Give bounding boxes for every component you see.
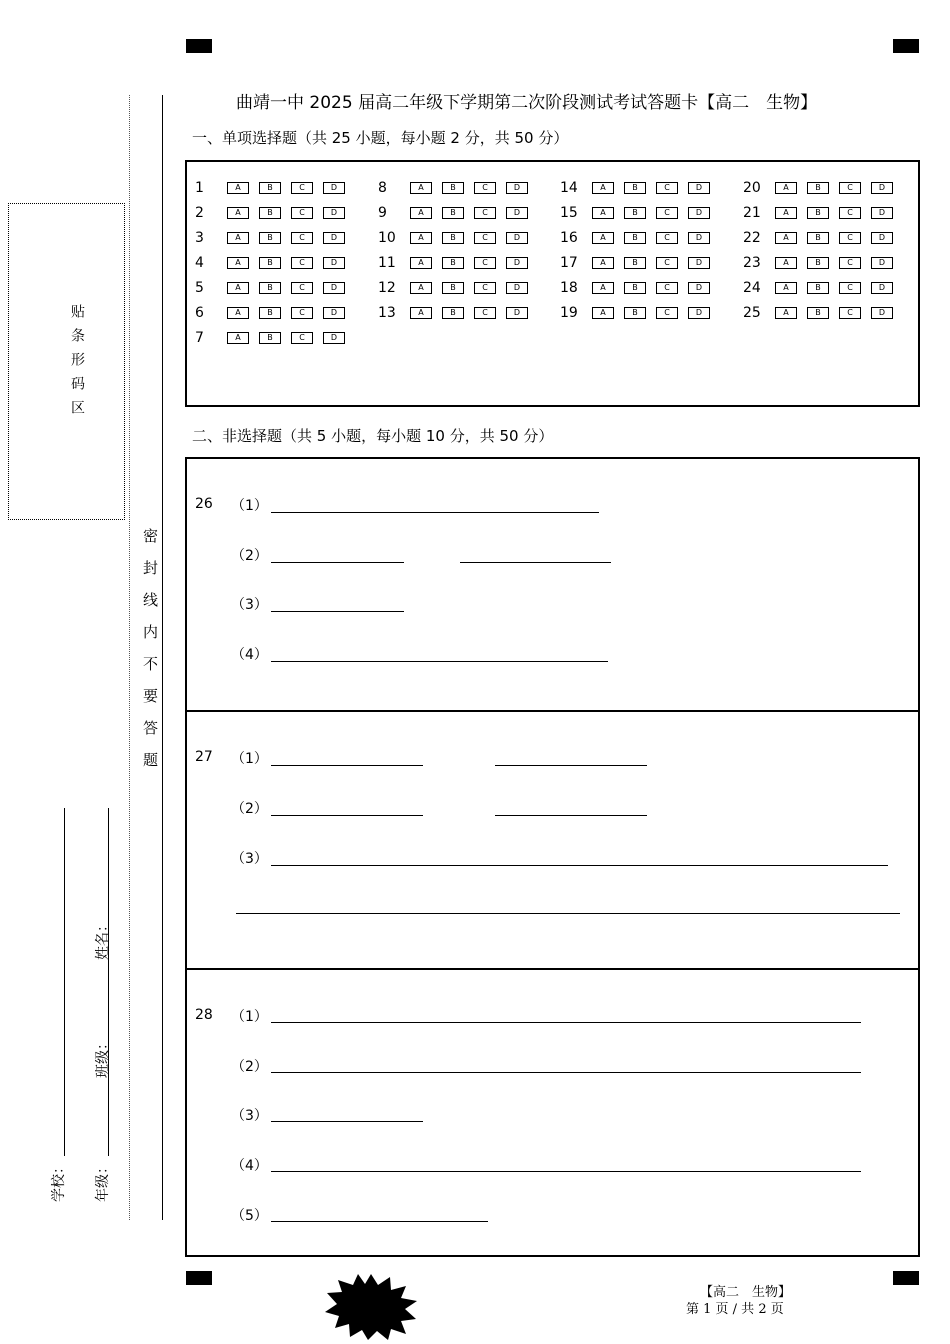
q26-sub4-blank[interactable] — [271, 661, 608, 662]
footer-subject: 【高二 生物】 — [700, 1285, 792, 1300]
option-b-bubble[interactable]: B — [624, 307, 646, 319]
option-d-bubble[interactable]: D — [506, 282, 528, 294]
option-a-bubble[interactable]: A — [227, 207, 249, 219]
option-c-bubble[interactable]: C — [474, 232, 496, 244]
q28-box — [185, 968, 920, 1257]
q27-sub2-label: （2） — [231, 801, 268, 817]
question-10 — [378, 230, 538, 246]
option-a-bubble[interactable]: A — [410, 232, 432, 244]
question-number: 12 — [378, 280, 396, 296]
question-4 — [195, 255, 355, 271]
option-a-bubble[interactable]: A — [227, 182, 249, 194]
binding-line — [162, 95, 163, 1220]
question-22 — [743, 230, 903, 246]
option-d-bubble[interactable]: D — [688, 182, 710, 194]
question-15 — [560, 205, 720, 221]
option-a-bubble[interactable]: A — [592, 307, 614, 319]
option-a-bubble[interactable]: A — [592, 182, 614, 194]
option-c-bubble[interactable]: C — [291, 232, 313, 244]
q28-number: 28 — [195, 1007, 213, 1023]
q26-sub2-label: （2） — [231, 548, 268, 564]
option-c-bubble[interactable]: C — [291, 257, 313, 269]
registration-mark-top-right — [893, 39, 919, 53]
option-a-bubble[interactable]: A — [592, 207, 614, 219]
option-b-bubble[interactable]: B — [442, 307, 464, 319]
question-18 — [560, 280, 720, 296]
option-c-bubble[interactable]: C — [656, 207, 678, 219]
question-number: 16 — [560, 230, 578, 246]
q26-number: 26 — [195, 496, 213, 512]
question-7 — [195, 330, 355, 346]
section2-heading: 二、非选择题（共 5 小题，每小题 10 分，共 50 分） — [192, 427, 554, 445]
section1-heading: 一、单项选择题（共 25 小题，每小题 2 分，共 50 分） — [192, 129, 569, 147]
option-d-bubble[interactable]: D — [506, 257, 528, 269]
q27-sub1-label: （1） — [231, 751, 268, 767]
option-d-bubble[interactable]: D — [688, 307, 710, 319]
q26-sub3-label: （3） — [231, 597, 268, 613]
q28-sub4-blank[interactable] — [271, 1171, 861, 1172]
multiple-choice-box — [185, 160, 920, 407]
option-b-bubble[interactable]: B — [442, 282, 464, 294]
option-a-bubble[interactable]: A — [227, 282, 249, 294]
question-11 — [378, 255, 538, 271]
q26-sub3-blank[interactable] — [271, 611, 404, 612]
question-number: 15 — [560, 205, 578, 221]
option-a-bubble[interactable]: A — [775, 182, 797, 194]
option-a-bubble[interactable]: A — [227, 307, 249, 319]
question-2 — [195, 205, 355, 221]
option-b-bubble[interactable]: B — [624, 232, 646, 244]
option-a-bubble[interactable]: A — [775, 282, 797, 294]
question-8 — [378, 180, 538, 196]
barcode-label: 贴条形码区 — [69, 304, 85, 424]
option-c-bubble[interactable]: C — [474, 182, 496, 194]
option-a-bubble[interactable]: A — [592, 282, 614, 294]
question-19 — [560, 305, 720, 321]
q26-sub1-blank[interactable] — [271, 512, 599, 513]
question-9 — [378, 205, 538, 221]
q26-sub2-blank-a[interactable] — [271, 562, 404, 563]
question-12 — [378, 280, 538, 296]
option-c-bubble[interactable]: C — [291, 207, 313, 219]
option-c-bubble[interactable]: C — [656, 307, 678, 319]
option-c-bubble[interactable]: C — [474, 257, 496, 269]
option-c-bubble[interactable]: C — [656, 282, 678, 294]
q28-sub2-label: （2） — [231, 1059, 268, 1075]
q28-sub3-blank[interactable] — [271, 1121, 423, 1122]
question-number: 10 — [378, 230, 396, 246]
question-20 — [743, 180, 903, 196]
question-number: 2 — [195, 205, 204, 221]
option-b-bubble[interactable]: B — [259, 282, 281, 294]
option-a-bubble[interactable]: A — [775, 232, 797, 244]
question-number: 6 — [195, 305, 204, 321]
option-b-bubble[interactable]: B — [807, 282, 829, 294]
option-d-bubble[interactable]: D — [323, 282, 345, 294]
question-1 — [195, 180, 355, 196]
option-c-bubble[interactable]: C — [839, 207, 861, 219]
option-c-bubble[interactable]: C — [474, 282, 496, 294]
seal-instruction: 密封线内不要答题 — [141, 528, 159, 784]
option-d-bubble[interactable]: D — [506, 182, 528, 194]
question-13 — [378, 305, 538, 321]
option-a-bubble[interactable]: A — [775, 257, 797, 269]
option-d-bubble[interactable]: D — [688, 207, 710, 219]
question-number: 24 — [743, 280, 761, 296]
option-b-bubble[interactable]: B — [807, 307, 829, 319]
option-d-bubble[interactable]: D — [688, 257, 710, 269]
q27-sub1-blank-b[interactable] — [495, 765, 647, 766]
option-a-bubble[interactable]: A — [410, 182, 432, 194]
question-number: 18 — [560, 280, 578, 296]
option-d-bubble[interactable]: D — [688, 232, 710, 244]
q28-sub3-label: （3） — [231, 1108, 268, 1124]
question-24 — [743, 280, 903, 296]
registration-mark-top-left — [186, 39, 212, 53]
option-a-bubble[interactable]: A — [410, 307, 432, 319]
question-number: 8 — [378, 180, 387, 196]
option-c-bubble[interactable]: C — [839, 182, 861, 194]
dotted-binding-line — [129, 95, 130, 1220]
question-number: 3 — [195, 230, 204, 246]
q27-sub2-blank-a[interactable] — [271, 815, 423, 816]
question-3 — [195, 230, 355, 246]
q28-sub2-blank[interactable] — [271, 1072, 861, 1073]
option-b-bubble[interactable]: B — [442, 257, 464, 269]
question-number: 17 — [560, 255, 578, 271]
q28-sub1-label: （1） — [231, 1009, 268, 1025]
name-label: 姓名： — [95, 918, 111, 960]
option-d-bubble[interactable]: D — [506, 307, 528, 319]
option-d-bubble[interactable]: D — [871, 282, 893, 294]
option-b-bubble[interactable]: B — [259, 207, 281, 219]
option-d-bubble[interactable]: D — [871, 232, 893, 244]
option-a-bubble[interactable]: A — [410, 207, 432, 219]
q26-box — [185, 457, 920, 712]
school-label: 学校： — [51, 1160, 67, 1202]
question-6 — [195, 305, 355, 321]
option-c-bubble[interactable]: C — [839, 282, 861, 294]
option-b-bubble[interactable]: B — [624, 207, 646, 219]
option-b-bubble[interactable]: B — [442, 232, 464, 244]
option-a-bubble[interactable]: A — [592, 257, 614, 269]
option-b-bubble[interactable]: B — [259, 232, 281, 244]
starburst-mark — [324, 1274, 418, 1340]
option-c-bubble[interactable]: C — [291, 282, 313, 294]
option-c-bubble[interactable]: C — [656, 257, 678, 269]
registration-mark-bottom-left — [186, 1271, 212, 1285]
option-c-bubble[interactable]: C — [839, 232, 861, 244]
option-c-bubble[interactable]: C — [839, 257, 861, 269]
grade-label: 年级： — [95, 1160, 111, 1202]
class-label: 班级： — [95, 1036, 111, 1078]
option-b-bubble[interactable]: B — [807, 257, 829, 269]
question-23 — [743, 255, 903, 271]
question-25 — [743, 305, 903, 321]
option-c-bubble[interactable]: C — [656, 182, 678, 194]
option-c-bubble[interactable]: C — [291, 307, 313, 319]
page-title: 曲靖一中 2025 届高二年级下学期第二次阶段测试考试答题卡【高二 生物】 — [236, 93, 818, 113]
option-d-bubble[interactable]: D — [688, 282, 710, 294]
q26-sub2-blank-b[interactable] — [460, 562, 611, 563]
option-b-bubble[interactable]: B — [259, 307, 281, 319]
option-a-bubble[interactable]: A — [227, 332, 249, 344]
option-d-bubble[interactable]: D — [323, 232, 345, 244]
option-a-bubble[interactable]: A — [410, 257, 432, 269]
barcode-area — [8, 203, 125, 520]
q26-sub1-label: （1） — [231, 498, 268, 514]
option-b-bubble[interactable]: B — [259, 332, 281, 344]
option-b-bubble[interactable]: B — [807, 232, 829, 244]
option-b-bubble[interactable]: B — [259, 257, 281, 269]
school-field-line — [64, 808, 65, 1156]
option-c-bubble[interactable]: C — [656, 232, 678, 244]
option-b-bubble[interactable]: B — [624, 257, 646, 269]
option-c-bubble[interactable]: C — [839, 307, 861, 319]
option-b-bubble[interactable]: B — [259, 182, 281, 194]
option-d-bubble[interactable]: D — [323, 182, 345, 194]
question-14 — [560, 180, 720, 196]
question-16 — [560, 230, 720, 246]
option-d-bubble[interactable]: D — [323, 207, 345, 219]
question-number: 21 — [743, 205, 761, 221]
option-d-bubble[interactable]: D — [871, 257, 893, 269]
question-17 — [560, 255, 720, 271]
q27-sub3-label: （3） — [231, 851, 268, 867]
option-c-bubble[interactable]: C — [474, 307, 496, 319]
question-number: 11 — [378, 255, 396, 271]
registration-mark-bottom-right — [893, 1271, 919, 1285]
footer-page-number: 第 1 页 / 共 2 页 — [686, 1302, 784, 1317]
option-a-bubble[interactable]: A — [227, 232, 249, 244]
grade-class-field-line — [108, 808, 109, 1156]
question-number: 25 — [743, 305, 761, 321]
option-d-bubble[interactable]: D — [323, 332, 345, 344]
option-d-bubble[interactable]: D — [506, 232, 528, 244]
option-c-bubble[interactable]: C — [474, 207, 496, 219]
option-c-bubble[interactable]: C — [291, 332, 313, 344]
question-number: 14 — [560, 180, 578, 196]
option-d-bubble[interactable]: D — [871, 182, 893, 194]
option-a-bubble[interactable]: A — [775, 307, 797, 319]
question-number: 22 — [743, 230, 761, 246]
question-number: 20 — [743, 180, 761, 196]
q27-sub3-blank[interactable] — [271, 865, 888, 866]
option-a-bubble[interactable]: A — [227, 257, 249, 269]
q27-sub1-blank-a[interactable] — [271, 765, 423, 766]
question-number: 1 — [195, 180, 204, 196]
q28-sub5-blank[interactable] — [271, 1221, 488, 1222]
q27-sub3-blank-continued[interactable] — [236, 913, 900, 914]
q28-sub5-label: （5） — [231, 1208, 268, 1224]
question-21 — [743, 205, 903, 221]
option-b-bubble[interactable]: B — [624, 282, 646, 294]
option-d-bubble[interactable]: D — [323, 257, 345, 269]
option-d-bubble[interactable]: D — [506, 207, 528, 219]
q27-sub2-blank-b[interactable] — [495, 815, 647, 816]
question-number: 9 — [378, 205, 387, 221]
option-b-bubble[interactable]: B — [624, 182, 646, 194]
option-d-bubble[interactable]: D — [871, 307, 893, 319]
question-number: 4 — [195, 255, 204, 271]
q27-box — [185, 710, 920, 970]
option-a-bubble[interactable]: A — [592, 232, 614, 244]
question-number: 7 — [195, 330, 204, 346]
question-5 — [195, 280, 355, 296]
option-b-bubble[interactable]: B — [442, 207, 464, 219]
q27-number: 27 — [195, 749, 213, 765]
option-b-bubble[interactable]: B — [442, 182, 464, 194]
question-number: 5 — [195, 280, 204, 296]
q28-sub4-label: （4） — [231, 1158, 268, 1174]
q26-sub4-label: （4） — [231, 647, 268, 663]
question-number: 23 — [743, 255, 761, 271]
question-number: 13 — [378, 305, 396, 321]
option-d-bubble[interactable]: D — [871, 207, 893, 219]
question-number: 19 — [560, 305, 578, 321]
option-b-bubble[interactable]: B — [807, 182, 829, 194]
option-c-bubble[interactable]: C — [291, 182, 313, 194]
option-a-bubble[interactable]: A — [775, 207, 797, 219]
option-a-bubble[interactable]: A — [410, 282, 432, 294]
option-d-bubble[interactable]: D — [323, 307, 345, 319]
option-b-bubble[interactable]: B — [807, 207, 829, 219]
q28-sub1-blank[interactable] — [271, 1022, 861, 1023]
